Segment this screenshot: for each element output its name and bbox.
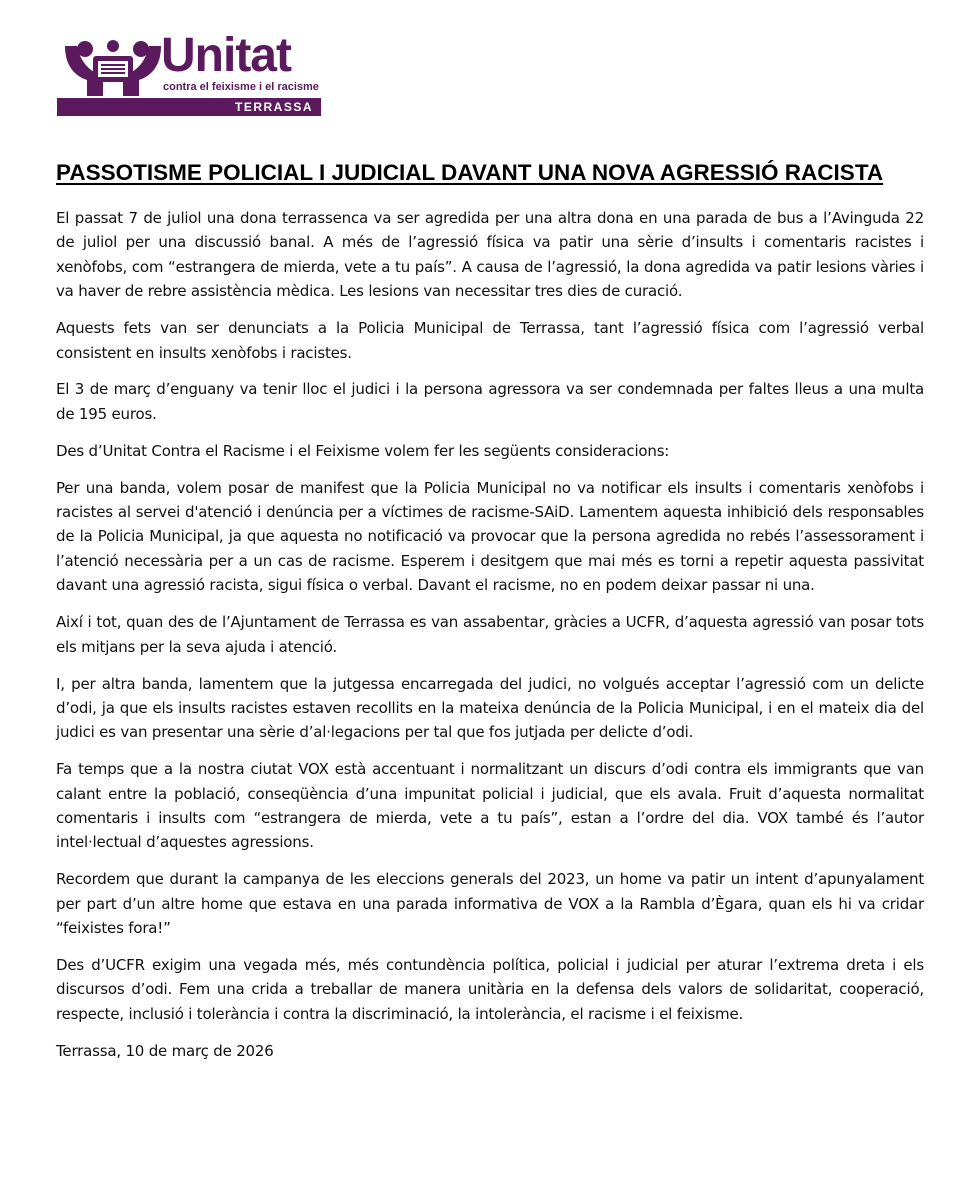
page-title: PASSOTISME POLICIAL I JUDICIAL DAVANT UNA NOVA AGRESSIÓ RACISTA xyxy=(56,160,884,185)
logo-wordmark: Unitat xyxy=(161,29,291,82)
paragraph-2: Aquests fets van ser denunciats a la Policia Municipal de Terrassa, tant l’agressió física com l’agressió verbal consistent en insults xenòfobs i racistes. xyxy=(56,319,924,362)
paragraph-3: El 3 de març d’enguany va tenir lloc el judici i la persona agressora va ser condemnada per faltes lleus a una multa de 195 euros. xyxy=(56,380,924,423)
logo-city-bar xyxy=(57,98,321,116)
paragraph-10: Des d’UCFR exigim una vegada més, més contundència política, policial i judicial per aturar l’extrema dreta i els discursos d’odi. Fem una crida a treballar de manera unitària en la defensa dels valors de solidaritat, cooperació, respecte, inclusió i tolerància i contra la discriminació, la intolerància, el racisme i el feixisme. xyxy=(56,956,924,1023)
paragraph-8: Fa temps que a la nostra ciutat VOX està accentuant i normalitzant un discurs d’odi contra els immigrants que van calant entre la població, conseqüència d’una impunitat policial i judicial, que els avala. Fruit d’aquesta normalitat comentaris i insults com “estrangera de mierda, vete a tu país”, estan a l’ordre del dia. VOX també és l’autor intel·lectual d’aquestes agressions. xyxy=(56,760,924,852)
people-holding-banner-icon xyxy=(63,40,163,98)
paragraph-1: El passat 7 de juliol una dona terrassenca va ser agredida per una altra dona en una parada de bus a l’Avinguda 22 de juliol per una discussió banal. A més de l’agressió física va patir una sèrie d’insults i comentaris racistes i xenòfobs, com “estrangera de mierda, vete a tu país”. A causa de l’agressió, la dona agredida va patir lesions vàries i va haver de rebre assistència mèdica. Les lesions van necessitar tres dies de curació. xyxy=(56,209,924,301)
logo-tagline: contra el feixisme i el racisme xyxy=(163,81,319,93)
paragraph-5: Per una banda, volem posar de manifest que la Policia Municipal no va notificar els insults i comentaris xenòfobs i racistes al servei d'atenció i denúncia per a víctimes de racisme-SAiD. Lamentem aquesta inhibició dels responsables de la Policia Municipal, ja que aquesta no notificació va provocar que la persona agredida no rebés l’assessorament i l’atenció necessària per a un cas de racisme. Esperem i desitgem que mai més es torni a repetir aquesta passivitat davant una agressió racista, sigui física o verbal. Davant el racisme, no en podem deixar passar ni una. xyxy=(56,478,924,595)
unitat-logo xyxy=(57,29,321,116)
logo-city: TERRASSA xyxy=(234,100,313,114)
paragraph-9: Recordem que durant la campanya de les eleccions generals del 2023, un home va patir un intent d’apunyalament per part d’un altre home que estava en una parada informativa de VOX a la Rambla d’Ègara, quan els hi va cridar “feixistes fora!” xyxy=(56,870,924,938)
paragraph-4: Des d’Unitat Contra el Racisme i el Feixisme volem fer les següents consideracions: xyxy=(56,441,670,460)
paragraph-6: Així i tot, quan des de l’Ajuntament de Terrassa es van assabentar, gràcies a UCFR, d’aquesta agressió van posar tots els mitjans per la seva ajuda i atenció. xyxy=(56,613,924,656)
document-body xyxy=(56,206,924,1076)
signature-line: Terrassa, 10 de març de 2026 xyxy=(56,1041,274,1060)
paragraph-7: I, per altra banda, lamentem que la jutgessa encarregada del judici, no volgués acceptar l’agressió com un delicte d’odi, ja que els insults racistes estaven recollits en la mateixa denúncia de la Policia Municipal, i en el mateix dia del judici es van presentar una sèrie d’al·legacions per tal que fos jutjada per delicte d’odi. xyxy=(56,674,924,742)
